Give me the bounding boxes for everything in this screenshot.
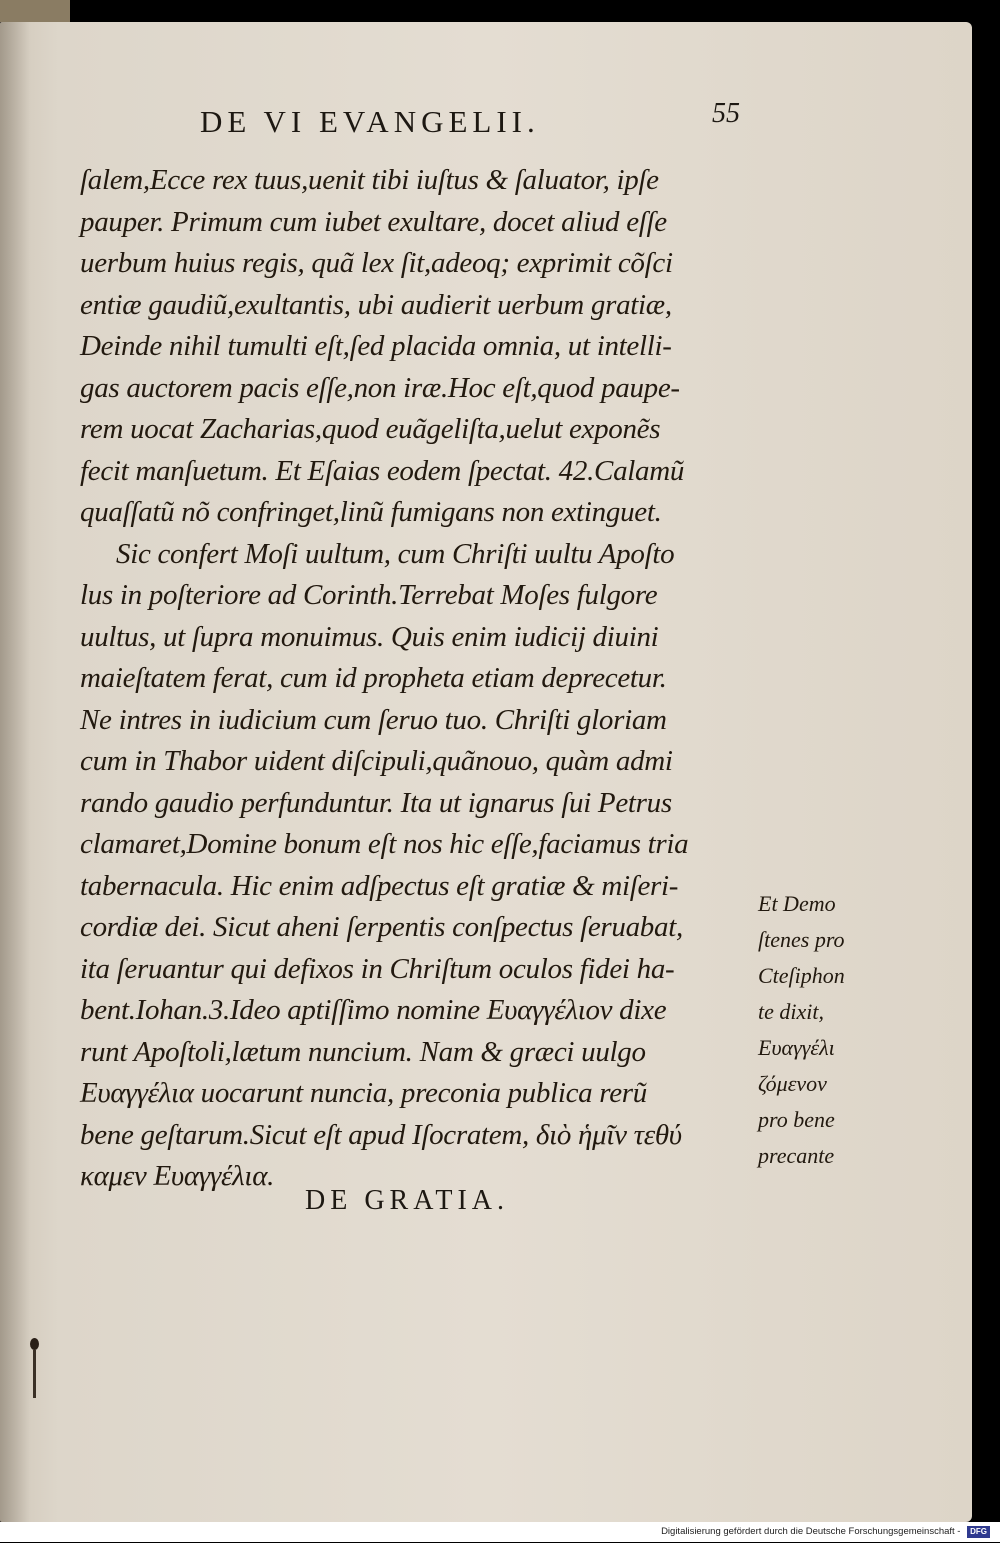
text-line: rem uocat Zacharias,quod euãgeliſta,uelut exponẽs: [80, 413, 661, 445]
text-line: entiæ gaudiũ,exultantis, ubi audierit uerbum gratiæ,: [80, 288, 672, 321]
text-line: καμεν Ευαγγέλια.: [80, 1160, 275, 1192]
margin-note-line: Ευαγγέλι: [758, 1035, 835, 1060]
ink-mark: [30, 1338, 39, 1350]
text-line: pauper. Primum cum iubet exultare, docet aliud eſſe: [80, 205, 667, 238]
digitization-footer: [0, 1522, 1000, 1542]
text-line: runt Apoſtoli,lætum nuncium. Nam & græci uulgo: [80, 1035, 646, 1068]
text-line: cum in Thabor uident diſcipuli,quãnouo, quàm admi: [80, 745, 673, 777]
margin-note-line: te dixit,: [758, 999, 824, 1024]
text-line: bene geſtarum.Sicut eſt apud Iſocratem, διὸ ἡμῖν τεθύ: [80, 1118, 682, 1151]
margin-note-line: precante: [758, 1143, 835, 1168]
text-line: quaſſatũ nõ confringet,linũ fumigans non extinguet.: [80, 496, 662, 528]
spine-shadow: [0, 22, 30, 1522]
page-corner: [0, 0, 70, 22]
margin-note-line: ſtenes pro: [758, 927, 845, 952]
footer-text: Digitalisierung gefördert durch die Deutsche Forschungsgemeinschaft -: [661, 1526, 961, 1537]
text-line: Sic confert Moſi uultum, cum Chriſti uultu Apoſto: [116, 537, 675, 570]
text-line: maieſtatem ferat, cum id propheta etiam deprecetur.: [80, 662, 667, 694]
body-text: [80, 160, 750, 1198]
margin-note-line: pro bene: [758, 1107, 835, 1132]
text-line: uultus, ut ſupra monuimus. Quis enim iudicij diuini: [80, 620, 659, 653]
dfg-logo-icon: DFG: [967, 1526, 990, 1538]
text-line: rando gaudio perfunduntur. Ita ut ignarus ſui Petrus: [80, 786, 672, 819]
text-line: Ευαγγέλια uocarunt nuncia, preconia publica rerũ: [80, 1077, 647, 1109]
section-heading: DE GRATIA.: [305, 1185, 509, 1216]
text-line: tabernacula. Hic enim adſpectus eſt gratiæ & miſeri-: [80, 869, 679, 902]
text-line: gas auctorem pacis eſſe,non iræ.Hoc eſt,quod paupe-: [80, 371, 680, 404]
ink-mark: [33, 1350, 36, 1398]
text-line: ſalem,Ecce rex tuus,uenit tibi iuſtus & ſaluator, ipſe: [80, 164, 659, 196]
text-line: uerbum huius regis, quã lex ſit,adeoq; exprimit cõſci: [80, 247, 673, 279]
text-line: lus in poſteriore ad Corinth.Terrebat Moſes fulgore: [80, 579, 658, 611]
text-line: bent.Iohan.3.Ideo aptiſſimo nomine Ευαγγέλιον dixe: [80, 994, 667, 1026]
text-line: Deinde nihil tumulti eſt,ſed placida omnia, ut intelli-: [80, 330, 672, 362]
text-line: cordiæ dei. Sicut aheni ſerpentis conſpectus ſeruabat,: [80, 911, 683, 943]
page-number: 55: [712, 98, 740, 129]
margin-note-line: ζόμενον: [758, 1071, 827, 1096]
margin-note-line: Et Demo: [758, 891, 836, 916]
text-line: clamaret,Domine bonum eſt nos hic eſſe,faciamus tria: [80, 828, 689, 860]
text-line: ita ſeruantur qui defixos in Chriſtum oculos fidei ha-: [80, 952, 675, 985]
margin-note-line: Cteſiphon: [758, 963, 845, 988]
text-line: fecit manſuetum. Et Eſaias eodem ſpectat. 42.Calamũ: [80, 454, 685, 487]
margin-note: [758, 886, 918, 1174]
text-line: Ne intres in iudicium cum ſeruo tuo. Chriſti gloriam: [80, 703, 667, 736]
running-head: DE VI EVANGELII.: [200, 104, 540, 139]
